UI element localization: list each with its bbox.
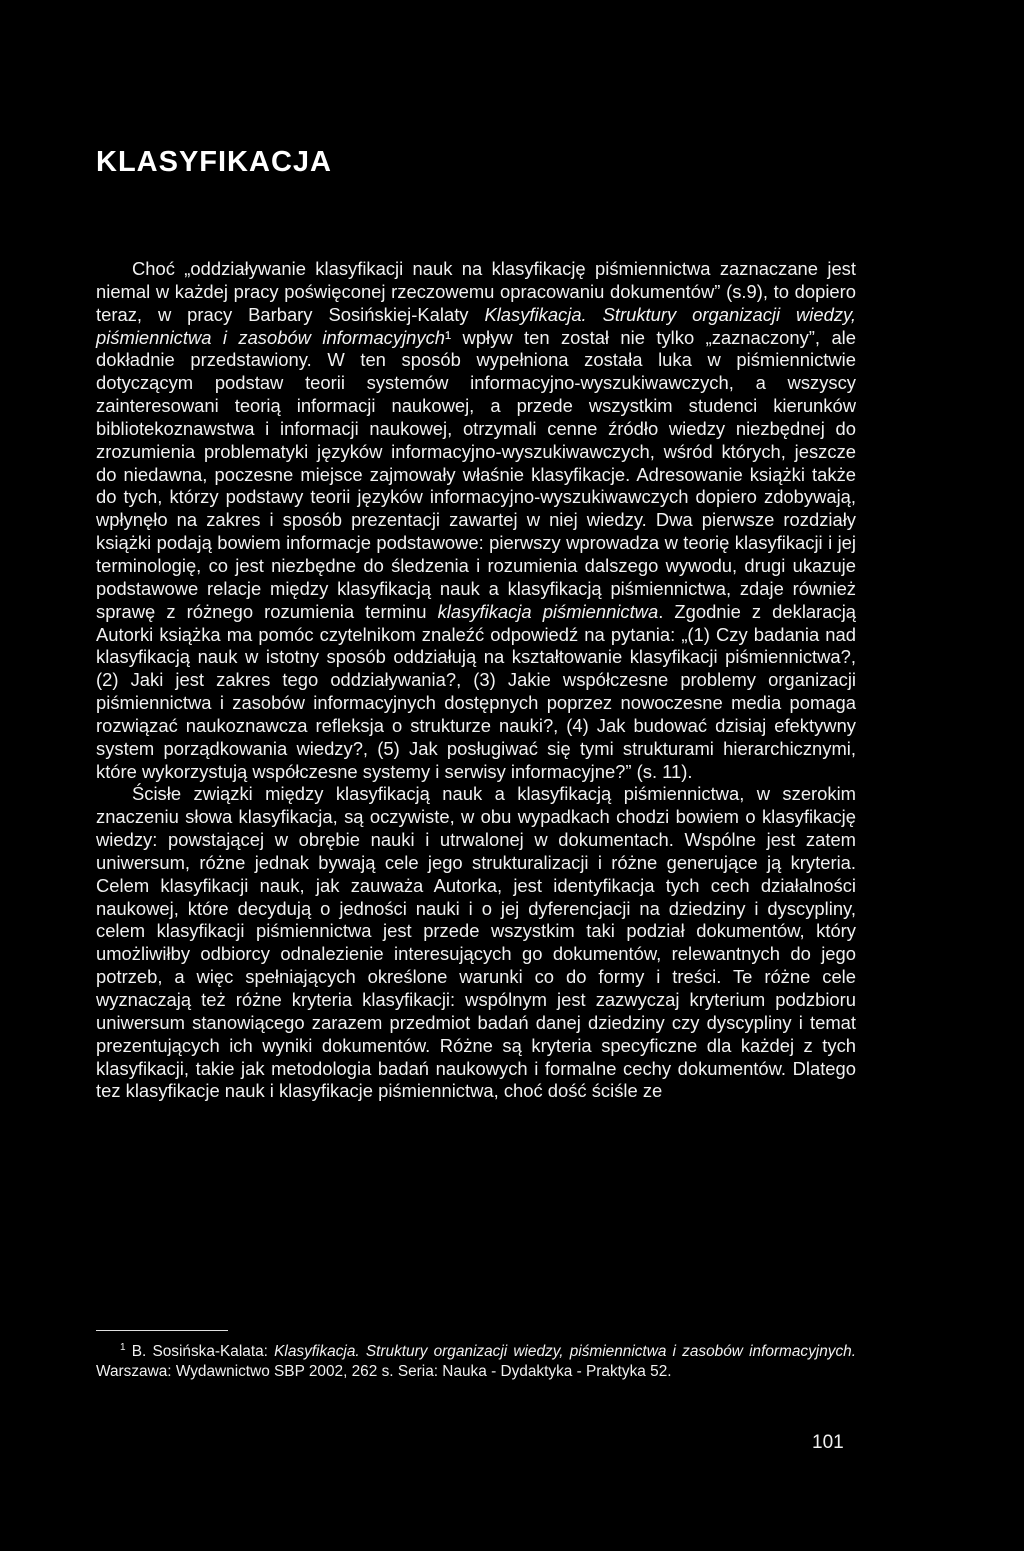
footnote: [96, 1338, 856, 1382]
text-run: Ścisłe związki między klasyfikacją nauk a klasyfikacją piśmiennictwa, w szerokim znaczeniu słowa klasyfikacja, są oczywiste, w obu wypadkach chodzi bowiem o klasyfikację wiedzy: powstającej w obrębie nauki i utrwalonej w dokumentach. Wspólne jest zatem uniwersum, różne jednak bywają cele jego strukturalizacji i różne generujące ją kryteria. Celem klasyfikacji nauk, jak zauważa Autorka, jest identyfikacja tych cech działalności naukowej, które decydują o jedności nauki i o jej dyferencjacji na dziedziny i dyscypliny, celem klasyfikacji piśmiennictwa jest przede wszystkim taki podział dokumentów, który umożliwiłby odbiorcy odnalezienie interesujących go dokumentów, relewantnych do jego potrzeb, a więc spełniających określone warunki co do formy i treści. Te różne cele wyznaczają też różne kryteria klasyfikacji: wspólnym jest zazwyczaj kryterium podzbioru uniwersum stanowiącego zarazem przedmiot badań danej dziedziny czy dyscypliny i temat prezentujących ich wyniki dokumentów. Różne są kryteria specyficzne dla każdej z tych klasyfikacji, takie jak metodologia badań naukowych i formalne cechy dokumentów. Dlatego tez klasyfikacje nauk i klasyfikacje piśmiennictwa, choć dość ściśle ze: [96, 783, 856, 1102]
footnote-divider: [96, 1330, 228, 1331]
footnote-text: B. Sosińska-Kalata:: [125, 1343, 275, 1361]
footnote-text: Warszawa: Wydawnictwo SBP 2002, 262 s. Seria: Nauka - Dydaktyka - Praktyka 52.: [96, 1363, 672, 1381]
footnote-text-italic: Klasyfikacja. Struktury organizacji wiedzy, piśmiennictwa i zasobów informacyjnych.: [274, 1343, 857, 1361]
section-heading: KLASYFIKACJA: [96, 146, 332, 178]
text-run: wpływ ten został nie tylko „zaznaczony”, ale dokładnie przedstawiony. W ten sposób wypełniona została luka w piśmiennictwie dotyczącym podstaw teorii systemów informacyjno-wyszukiwawczych, a wszyscy zainteresowani teorią informacji naukowej, a przede wszystkim studenci kierunków bibliotekoznawstwa i informacji naukowej, otrzymali cenne źródło wiedzy niezbędnej do zrozumienia problematyki języków informacyjno-wyszukiwawczych, wśród których, jeszcze do niedawna, poczesne miejsce zajmowały właśnie klasyfikacje. Adresowanie książki także do tych, którzy podstawy teorii języków informacyjno-wyszukiwawczych dopiero zdobywają, wpłynęło na zakres i sposób prezentacji zawartej w niej wiedzy. Dwa pierwsze rozdziały książki podają bowiem informacje podstawowe: pierwszy wprowadza w teorię klasyfikacji i jej terminologię, co jest niezbędne do śledzenia i rozumienia dalszego wywodu, drugi ukazuje podstawowe relacje między klasyfikacją nauk a klasyfikacją piśmiennictwa, zdaje również sprawę z różnego rozumienia terminu: [96, 326, 856, 622]
text-run-italic: Klasyfikacja. Struktury organizacji wiedzy, piśmiennictwa i zasobów informacyjnych: [96, 303, 856, 348]
text-run: Choć „oddziaływanie klasyfikacji nauk na klasyfikację piśmiennictwa zaznaczane jest niemal w każdej pracy poświęconej rzeczowemu opracowaniu dokumentów” (s.9), to dopiero teraz, w pracy Barbary Sosińskiej-Kalaty: [96, 258, 856, 325]
paragraph-1: [96, 258, 856, 783]
footnote-ref: ¹: [445, 326, 452, 348]
body-text: [96, 258, 856, 1103]
paragraph-2: [96, 783, 856, 1103]
text-run-italic: klasyfikacja piśmiennictwa: [437, 600, 659, 622]
text-run: . Zgodnie z deklaracją Autorki książka ma pomóc czytelnikom znaleźć odpowiedź na pytania: „(1) Czy badania nad klasyfikacją nauk w istotny sposób oddziałują na kształtowanie klasyfikacji piśmiennictwa?, (2) Jaki jest zakres tego oddziaływania?, (3) Jakie współczesne problemy organizacji piśmiennictwa i zasobów informacyjnych dostępnych poprzez nowoczesne media pomaga rozwiązać naukoznawcza refleksja o strukturze nauki?, (4) Jak budować dzisiaj efektywny system porządkowania wiedzy?, (5) Jak posługiwać się tymi strukturami hierarchicznymi, które wykorzystują współczesne systemy i serwisy informacyjne?” (s. 11).: [96, 600, 857, 782]
footnote-marker: 1: [120, 1342, 126, 1353]
page-number: 101: [812, 1432, 844, 1453]
